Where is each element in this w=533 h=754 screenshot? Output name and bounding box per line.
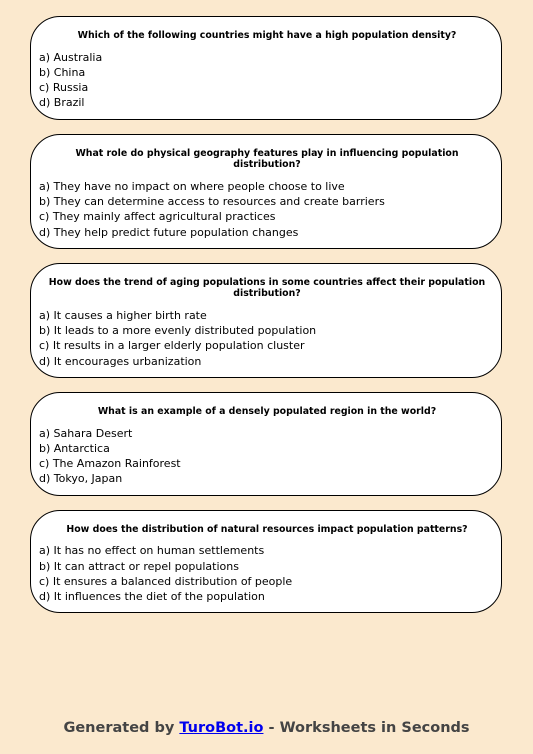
question-text: Which of the following countries might have a high population density? <box>77 30 457 41</box>
question-card <box>30 134 502 249</box>
option: b) They can determine access to resources and create barriers <box>39 194 385 208</box>
turobot-link[interactable]: TuroBot.io <box>179 720 264 736</box>
option: c) The Amazon Rainforest <box>39 457 181 471</box>
option: b) Antarctica <box>39 441 110 455</box>
question-text: How does the trend of aging populations in some countries affect their population distribution? <box>48 276 486 300</box>
option: c) It ensures a balanced distribution of people <box>39 574 293 588</box>
question-card <box>30 16 502 120</box>
footer-prefix: Generated by <box>63 720 180 736</box>
option: c) It results in a larger elderly population cluster <box>39 339 305 353</box>
question-card <box>30 263 502 378</box>
option: d) It influences the diet of the population <box>39 590 265 604</box>
question-text: What is an example of a densely populated region in the world? <box>97 406 437 418</box>
question-card <box>30 510 502 614</box>
option-list <box>39 50 495 111</box>
footer-suffix: - Worksheets in Seconds <box>263 720 470 736</box>
option: a) They have no impact on where people choose to live <box>39 179 345 193</box>
question-text: How does the distribution of natural resources impact population patterns? <box>66 523 468 535</box>
option: d) Brazil <box>39 96 85 110</box>
question-text: What role do physical geography features play in influencing population distribution? <box>75 147 459 171</box>
footer <box>0 720 533 736</box>
option: b) China <box>39 65 86 79</box>
question-card <box>30 392 502 496</box>
option-list <box>39 179 495 240</box>
option: a) It has no effect on human settlements <box>39 544 265 558</box>
option: a) Australia <box>39 50 103 64</box>
option: b) It can attract or repel populations <box>39 559 239 573</box>
option: d) They help predict future population changes <box>39 225 299 239</box>
option-list <box>39 308 495 369</box>
option: c) Russia <box>39 81 89 95</box>
question-list <box>30 16 502 627</box>
option: c) They mainly affect agricultural practices <box>39 210 276 224</box>
option: d) Tokyo, Japan <box>39 472 123 486</box>
option: b) It leads to a more evenly distributed population <box>39 324 317 338</box>
option-list <box>39 543 495 604</box>
option: d) It encourages urbanization <box>39 354 202 368</box>
option-list <box>39 426 495 487</box>
option: a) Sahara Desert <box>39 426 133 440</box>
option: a) It causes a higher birth rate <box>39 308 207 322</box>
